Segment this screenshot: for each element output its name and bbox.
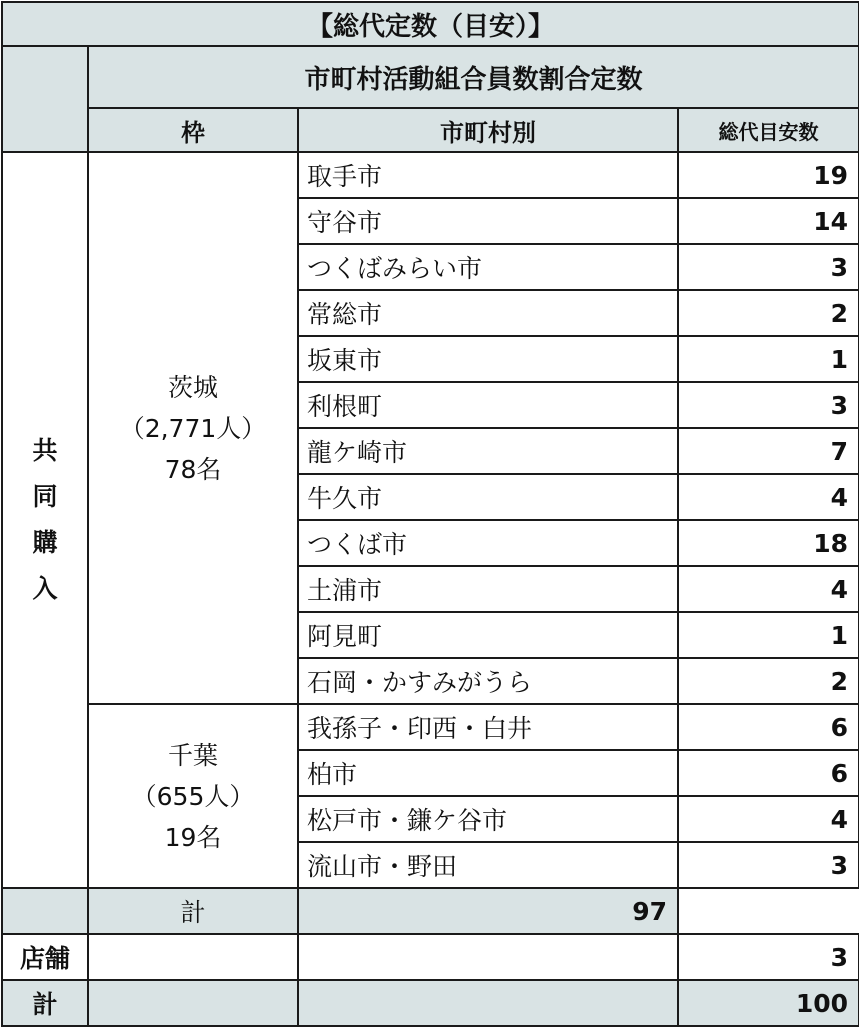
municipality-name: 守谷市 [298, 198, 678, 244]
municipality-count: 1 [678, 336, 859, 382]
municipality-count: 4 [678, 796, 859, 842]
municipality-name: 龍ケ崎市 [298, 428, 678, 474]
group-members: （2,771人） [119, 413, 267, 443]
section-label-char: 購 [32, 528, 58, 557]
municipality-count: 2 [678, 290, 859, 336]
group-ibaraki [88, 152, 298, 704]
municipality-count: 19 [678, 152, 859, 198]
municipality-count: 7 [678, 428, 859, 474]
municipality-name: 石岡・かすみがうら [298, 658, 678, 704]
municipality-name: 松戸市・鎌ケ谷市 [298, 796, 678, 842]
municipality-count: 18 [678, 520, 859, 566]
column-header-count: 総代目安数 [678, 108, 859, 152]
group-members: （655人） [131, 781, 255, 811]
store-label: 店舗 [2, 934, 88, 980]
municipality-name: つくば市 [298, 520, 678, 566]
municipality-count: 14 [678, 198, 859, 244]
store-blank-frame [88, 934, 298, 980]
subtotal-label: 計 [88, 888, 298, 934]
municipality-name: 牛久市 [298, 474, 678, 520]
group-name: 千葉 [167, 740, 218, 770]
municipality-name: 流山市・野田 [298, 842, 678, 888]
section-label-char: 入 [32, 574, 58, 603]
municipality-name: 柏市 [298, 750, 678, 796]
municipality-name: つくばみらい市 [298, 244, 678, 290]
group-seats: 78名 [164, 454, 222, 484]
municipality-count: 3 [678, 382, 859, 428]
municipality-count: 4 [678, 566, 859, 612]
municipality-name: 阿見町 [298, 612, 678, 658]
group-chiba [88, 704, 298, 888]
total-label: 計 [2, 980, 88, 1026]
municipality-name: 坂東市 [298, 336, 678, 382]
municipality-count: 1 [678, 612, 859, 658]
column-header-frame: 枠 [88, 108, 298, 152]
section-label-char: 同 [32, 482, 58, 511]
municipality-name: 我孫子・印西・白井 [298, 704, 678, 750]
municipality-name: 土浦市 [298, 566, 678, 612]
table-title: 【総代定数（目安）】 [2, 2, 859, 46]
municipality-count: 3 [678, 842, 859, 888]
municipality-count: 6 [678, 704, 859, 750]
store-value: 3 [678, 934, 859, 980]
municipality-name: 常総市 [298, 290, 678, 336]
municipality-name: 取手市 [298, 152, 678, 198]
municipality-count: 4 [678, 474, 859, 520]
total-blank-frame [88, 980, 298, 1026]
section-label-joint-purchase [2, 152, 88, 888]
quota-table [1, 1, 859, 1027]
group-seats: 19名 [164, 822, 222, 852]
municipality-name: 利根町 [298, 382, 678, 428]
municipality-count: 6 [678, 750, 859, 796]
section-label-char: 共 [32, 436, 58, 465]
subtotal-spacer [2, 888, 88, 934]
municipality-count: 3 [678, 244, 859, 290]
corner-cell [2, 46, 88, 152]
municipality-count: 2 [678, 658, 859, 704]
column-header-municipality: 市町村別 [298, 108, 678, 152]
store-blank-municipality [298, 934, 678, 980]
total-value: 100 [678, 980, 859, 1026]
total-blank-municipality [298, 980, 678, 1026]
subheader: 市町村活動組合員数割合定数 [88, 46, 859, 108]
subtotal-value: 97 [298, 888, 678, 934]
group-name: 茨城 [167, 372, 218, 402]
